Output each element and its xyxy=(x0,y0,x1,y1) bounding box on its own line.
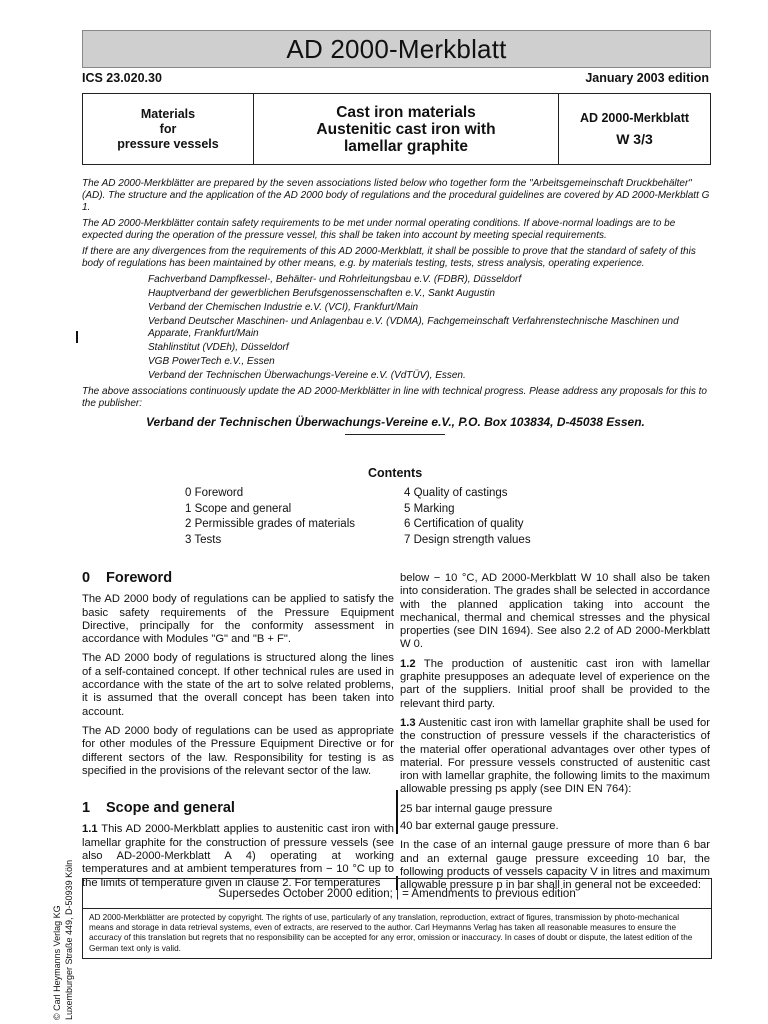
toc-item: 6 Certification of quality xyxy=(404,518,524,530)
foreword-paragraph: The AD 2000 body of regulations can be used as appropriate for other modules of the Pressure Equipment Directive or for different sectors of the law. Responsibility for testing is as specified in the provisions of the relevant sector of the law. xyxy=(82,724,394,777)
contents-right-column xyxy=(404,486,531,548)
header-code-number: W 3/3 xyxy=(616,131,653,147)
right-column xyxy=(400,572,710,899)
section-number: 0 xyxy=(82,570,91,586)
toc-item: 2 Permissible grades of materials xyxy=(185,518,356,530)
publisher-sidebar xyxy=(52,830,74,1020)
section-heading-scope xyxy=(82,802,394,815)
toc-item: 0 Foreword xyxy=(185,487,244,499)
intro-paragraph: The AD 2000-Merkblätter contain safety requirements to be met under normal operating conditions. If above-normal loadings are to be expected during the operation of the pressure vessel, this shall be taken into account by meeting special requirements. xyxy=(82,218,676,241)
foreword-paragraph: The AD 2000 body of regulations is structured along the lines of a self-contained concept. If other technical rules are used in accordance with the state of the art to solve related problems, it is assumed that the overall concept has been taken into account. xyxy=(82,652,394,718)
contents-left-column xyxy=(185,486,355,548)
toc-item: 3 Tests xyxy=(185,533,222,546)
header-category-line: Materials xyxy=(140,106,196,121)
pressure-limit: 25 bar internal gauge pressure xyxy=(400,802,553,815)
association-item: Verband der Technischen Überwachungs-Vereine e.V. (VdTÜV), Essen. xyxy=(148,370,466,381)
header-category-line: pressure vessels xyxy=(117,136,219,151)
edition-date: January 2003 edition xyxy=(585,71,709,85)
association-item: Stahlinstitut (VDEh), Düsseldorf xyxy=(148,342,289,353)
clause-text: Austenitic cast iron with lamellar graphite shall be used for the construction of pressure vessels if the characteristics of the material offer operational advantages over other types of material. For pressure vessels constructed of austenitic cast iron with lamellar graphite, the following limits to the maximum allowable pressing ps apply (see DIN EN 764): xyxy=(400,716,710,796)
clause-1-3-continued: In the case of an internal gauge pressure of more than 6 bar and an external gauge pressure exceeding 10 bar, the following products of vessels capacity V in litres and maximum allowable pressure p in bar shall in general not be exceeded: xyxy=(400,839,710,892)
association-item: Hauptverband der gewerblichen Berufsgenossenschaften e.V., Sankt Augustin xyxy=(148,288,495,299)
header-code-title: AD 2000-Merkblatt xyxy=(579,111,690,125)
association-item: Fachverband Dampfkessel-, Behälter- und Rohrleitungsbau e.V. (FDBR), Düsseldorf xyxy=(148,274,522,285)
header-code xyxy=(559,94,710,164)
header-title-line: Cast iron materials xyxy=(336,103,476,121)
sidebar-line: © Carl Heymanns Verlag KG xyxy=(52,905,62,1020)
pressure-limit: 40 bar external gauge pressure. xyxy=(400,820,559,833)
clause-number: 1.1 xyxy=(82,823,98,836)
header-title-line: Austenitic cast iron with xyxy=(316,120,496,138)
association-item: Verband der Chemischen Industrie e.V. (VCI), Frankfurt/Main xyxy=(148,302,419,313)
intro-paragraph: The AD 2000-Merkblätter are prepared by the seven associations listed below who together form the "Arbeitsgemeinschaft Druckbehälter" (AD). The structure and the application of the AD 2000 body of regulations and the procedural guidelines are covered by AD 2000-Merkblatt G 1. xyxy=(82,178,710,213)
banner-title: AD 2000-Merkblatt xyxy=(286,33,507,64)
header-category-line: for xyxy=(159,121,177,136)
copyright-notice: AD 2000-Merkblätter are protected by copyright. The rights of use, particularly of any translation, reproduction, extract of figures, transmission by photo-mechanical means and storage in data retrieval systems, even of extracts, are reserved to the author. Carl Heymanns Verlag has taken all reasonable measures to ensure the accuracy of this translation but regrets that no responsibility can be accepted for any error, omission or inaccuracy. In cases of doubt or dispute, the latest edition of the German text only is valid. xyxy=(82,908,712,959)
section-title: Scope and general xyxy=(106,800,235,817)
section-title: Foreword xyxy=(106,570,173,586)
clause-1-3 xyxy=(400,717,710,797)
sidebar-line: Luxemburger Straße 449, D-50939 Köln xyxy=(64,859,74,1020)
intro-paragraph: If there are any divergences from the requirements of this AD 2000-Merkblatt, it shall be possible to prove that the standard of safety of this body of regulations has been maintained by other means, e.g. by materials testing, tests, stress analysis, operating experience. xyxy=(82,246,696,269)
clause-text: This AD 2000-Merkblatt applies to austenitic cast iron with lamellar graphite for the construction of pressure vessels (see also AD-2000-Merkblatt A 4) operating at working temperatures and at ambient temperatures from − 10 °C up to the limits of temperature given in clause 2. For temperatures xyxy=(82,823,394,889)
clause-text: The production of austenitic cast iron with lamellar graphite presupposes an adequate level of experience on the part of the suppliers. Initial proof shall be provided to the relevant third party. xyxy=(400,657,711,710)
ics-code: ICS 23.020.30 xyxy=(82,71,162,85)
toc-item: 4 Quality of castings xyxy=(404,487,508,499)
foreword-paragraph: The AD 2000 body of regulations can be applied to satisfy the basic safety requirements of the Pressure Equipment Directive, principally for the conformity assessment in accordance with Modules "G" and "B + F". xyxy=(82,593,394,646)
supersedes-note: Supersedes October 2000 edition; | = Amendments to previous edition xyxy=(82,878,712,909)
publisher-address: Verband der Technischen Überwachungs-Vereine e.V., P.O. Box 103834, D-45038 Essen. xyxy=(146,415,645,429)
section-heading-foreword xyxy=(82,572,394,585)
toc-item: 1 Scope and general xyxy=(185,502,292,515)
header-title-line: lamellar graphite xyxy=(343,137,469,155)
header-box xyxy=(82,93,711,165)
toc-item: 5 Marking xyxy=(404,502,455,515)
section-number: 1 xyxy=(82,800,91,817)
clause-number: 1.2 xyxy=(400,657,416,670)
contents-title: Contents xyxy=(368,466,423,480)
intro-section xyxy=(82,178,710,428)
header-category xyxy=(83,94,254,164)
association-item: VGB PowerTech e.V., Essen xyxy=(148,356,275,367)
association-list xyxy=(148,274,710,382)
toc-item: 7 Design strength values xyxy=(404,533,531,546)
intro-paragraph: The above associations continuously update the AD 2000-Merkblätter in line with technical progress. Please address any proposals for this to the publisher: xyxy=(82,386,707,409)
association-item: Verband Deutscher Maschinen- und Anlagenbau e.V. (VDMA), Fachgemeinschaft Verfahrenstechnische Maschinen und Apparate, Frankfurt/Main xyxy=(148,316,679,339)
document-banner xyxy=(82,30,711,68)
clause-1-2 xyxy=(400,658,710,711)
change-marker xyxy=(396,790,398,834)
scope-continuation: below − 10 °C, AD 2000-Merkblatt W 10 shall also be taken into consideration. The grades shall be selected in accordance with the planned application taking into account the mechanical, thermal and chemical stresses and the physical properties (see DIN 1694). See also 2.2 of AD 2000-Merkblatt W 0. xyxy=(400,572,710,651)
divider xyxy=(345,434,445,435)
header-title xyxy=(254,94,559,164)
change-marker xyxy=(76,331,78,343)
left-column xyxy=(82,572,394,896)
clause-number: 1.3 xyxy=(400,716,416,729)
